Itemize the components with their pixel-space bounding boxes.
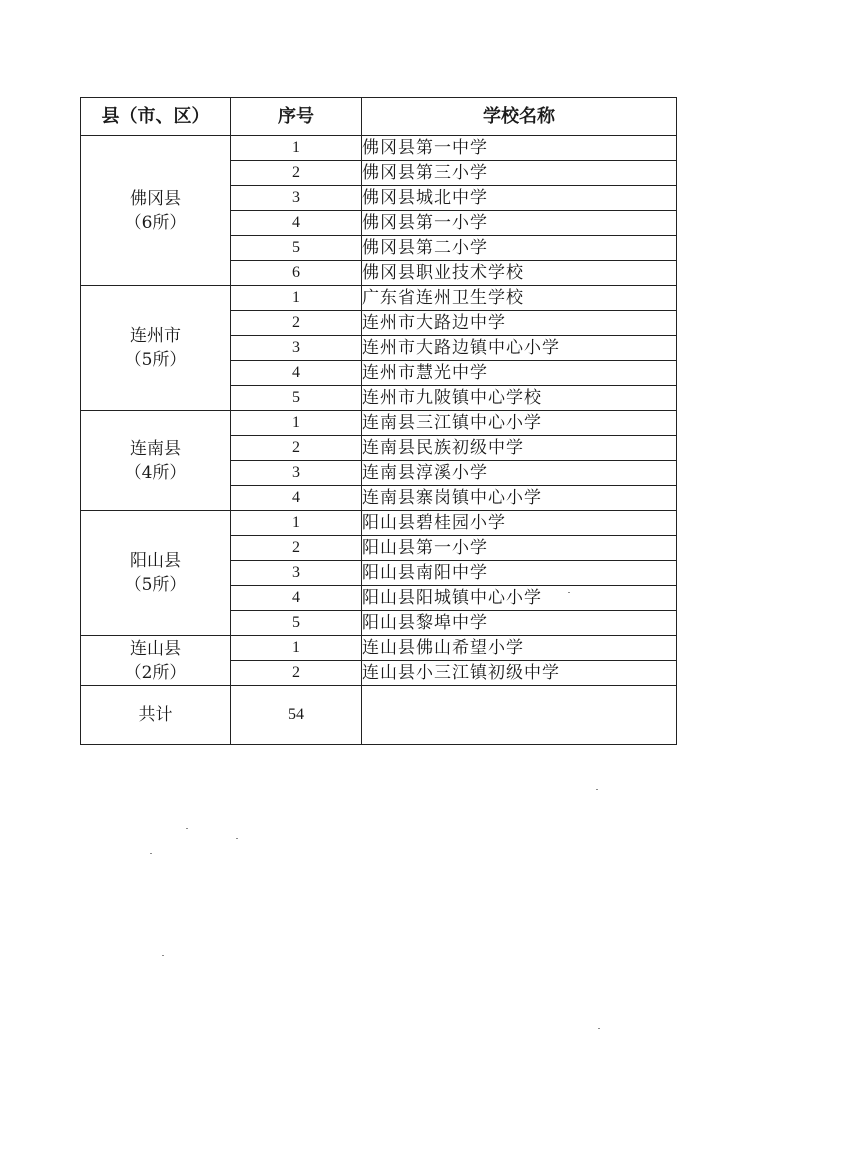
seq-number: 1 <box>231 136 362 161</box>
seq-number: 2 <box>231 161 362 186</box>
scan-speck <box>162 955 164 956</box>
seq-number: 4 <box>231 361 362 386</box>
seq-number: 2 <box>231 436 362 461</box>
seq-number: 3 <box>231 336 362 361</box>
total-empty-cell <box>362 686 677 745</box>
seq-number: 6 <box>231 261 362 286</box>
county-school-count: （2所） <box>124 662 187 683</box>
scan-speck <box>236 838 238 839</box>
seq-number: 2 <box>231 536 362 561</box>
schools-table <box>80 97 677 745</box>
school-name: 佛冈县城北中学 <box>362 186 677 211</box>
total-value: 54 <box>231 686 362 745</box>
county-cell <box>81 636 231 686</box>
school-name: 阳山县黎埠中学 <box>362 611 677 636</box>
county-cell <box>81 286 231 411</box>
school-name: 连山县小三江镇初级中学 <box>362 661 677 686</box>
county-name: 连州市 <box>130 326 181 346</box>
county-column-header: 县（市、区） <box>81 98 231 136</box>
school-name: 阳山县第一小学 <box>362 536 677 561</box>
county-school-count: （6所） <box>124 212 187 233</box>
county-school-count: （5所） <box>124 350 187 370</box>
seq-number: 4 <box>231 211 362 236</box>
seq-number: 5 <box>231 236 362 261</box>
total-row <box>81 686 677 745</box>
county-name: 佛冈县 <box>130 188 181 209</box>
school-name: 连南县民族初级中学 <box>362 436 677 461</box>
school-name: 连山县佛山希望小学 <box>362 636 677 661</box>
school-name: 连州市慧光中学 <box>362 361 677 386</box>
county-name: 连山县 <box>130 638 181 659</box>
county-name: 阳山县 <box>130 551 181 571</box>
seq-number: 5 <box>231 611 362 636</box>
school-name: 佛冈县第二小学 <box>362 236 677 261</box>
seq-number: 1 <box>231 636 362 661</box>
scan-speck <box>568 592 570 593</box>
school-name: 连南县寨岗镇中心小学 <box>362 486 677 511</box>
school-name: 连州市大路边中学 <box>362 311 677 336</box>
county-cell <box>81 136 231 286</box>
school-name: 佛冈县第一小学 <box>362 211 677 236</box>
school-name: 连州市九陂镇中心学校 <box>362 386 677 411</box>
school-name: 连州市大路边镇中心小学 <box>362 336 677 361</box>
seq-number: 1 <box>231 411 362 436</box>
seq-number: 3 <box>231 461 362 486</box>
seq-number: 4 <box>231 486 362 511</box>
seq-number: 2 <box>231 661 362 686</box>
county-cell <box>81 511 231 636</box>
school-name: 广东省连州卫生学校 <box>362 286 677 311</box>
table-body <box>81 136 677 686</box>
school-name: 阳山县南阳中学 <box>362 561 677 586</box>
seq-number: 5 <box>231 386 362 411</box>
seq-number: 1 <box>231 286 362 311</box>
school-name: 佛冈县第一中学 <box>362 136 677 161</box>
school-column-header: 学校名称 <box>362 98 677 136</box>
school-name: 佛冈县职业技术学校 <box>362 261 677 286</box>
table-row <box>81 636 677 661</box>
school-name: 连南县三江镇中心小学 <box>362 411 677 436</box>
school-name: 连南县淳溪小学 <box>362 461 677 486</box>
scan-speck <box>186 828 188 829</box>
scan-speck <box>596 789 598 790</box>
table-row <box>81 136 677 161</box>
seq-number: 3 <box>231 186 362 211</box>
seq-number: 2 <box>231 311 362 336</box>
seq-column-header: 序号 <box>231 98 362 136</box>
school-name: 阳山县阳城镇中心小学 <box>362 586 677 611</box>
county-school-count: （5所） <box>124 575 187 595</box>
county-cell <box>81 411 231 511</box>
seq-number: 3 <box>231 561 362 586</box>
seq-number: 4 <box>231 586 362 611</box>
county-name: 连南县 <box>130 438 181 459</box>
scan-speck <box>598 1028 600 1029</box>
seq-number: 1 <box>231 511 362 536</box>
school-name: 阳山县碧桂园小学 <box>362 511 677 536</box>
total-label: 共计 <box>81 686 231 745</box>
table-row <box>81 286 677 311</box>
county-school-count: （4所） <box>124 462 187 483</box>
table-row <box>81 411 677 436</box>
school-name: 佛冈县第三小学 <box>362 161 677 186</box>
table-header-row <box>81 98 677 136</box>
table-row <box>81 511 677 536</box>
scan-speck <box>150 853 152 854</box>
